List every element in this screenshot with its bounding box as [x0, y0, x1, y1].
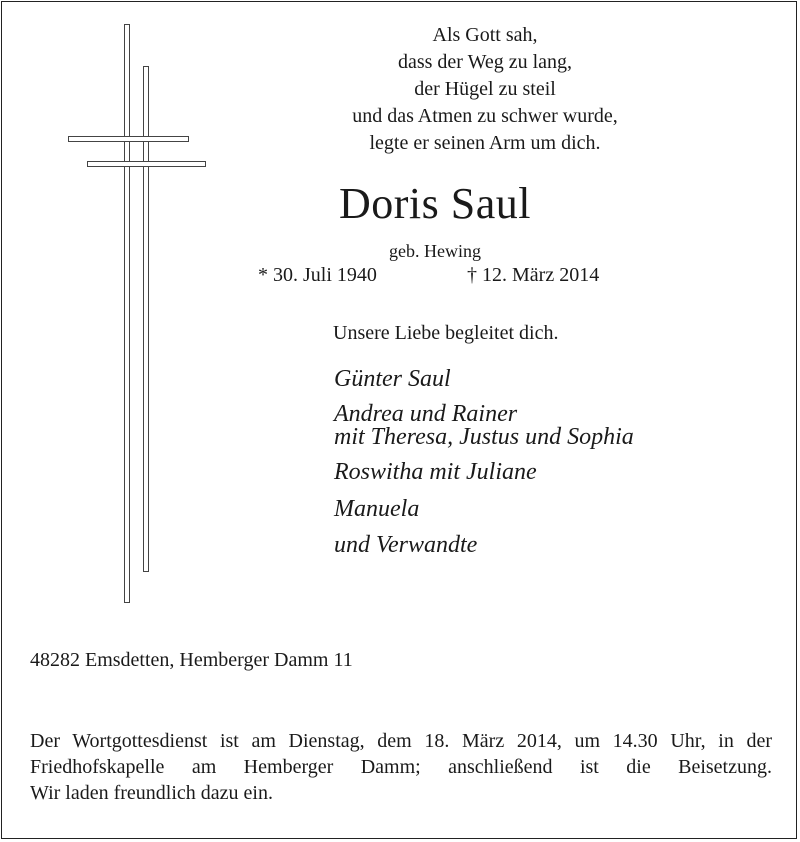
cross-left-vertical — [124, 24, 130, 603]
memorial-poem — [250, 22, 720, 157]
mourner-line: Roswitha mit Juliane — [334, 459, 537, 485]
poem-line: der Hügel zu steil — [414, 78, 556, 100]
deceased-name: Doris Saul — [339, 179, 531, 228]
mourner-line: mit Theresa, Justus und Sophia — [334, 424, 634, 450]
service-line: Friedhofskapelle am Hemberger Damm; anschließend ist die Beisetzung. — [30, 756, 772, 778]
poem-line: dass der Weg zu lang, — [397, 51, 573, 73]
poem-line: Als Gott sah, — [432, 24, 538, 46]
mourners-list — [334, 366, 634, 559]
service-line: Der Wortgottesdienst ist am Dienstag, dem 18. März 2014, um 14.30 Uhr, in der — [30, 730, 772, 752]
birth-date: * 30. Juli 1940 — [258, 264, 377, 286]
poem-line: und das Atmen zu schwer wurde, — [352, 105, 618, 127]
maiden-name: geb. Hewing — [389, 241, 481, 261]
mourner-entry — [334, 496, 634, 523]
service-announcement — [30, 728, 772, 806]
death-date: † 12. März 2014 — [467, 264, 600, 286]
service-line: Wir laden freundlich dazu ein. — [30, 782, 273, 804]
mourner-entry — [334, 403, 634, 449]
mourner-line: Andrea und Rainer — [334, 401, 518, 427]
mourner-entry — [334, 459, 634, 486]
family-address: 48282 Emsdetten, Hemberger Damm 11 — [30, 649, 353, 671]
mourner-entry — [334, 366, 634, 393]
cross-lower-beam — [87, 161, 206, 167]
mourner-entry — [334, 532, 634, 559]
love-line: Unsere Liebe begleitet dich. — [333, 322, 559, 344]
mourner-line: und Verwandte — [334, 532, 478, 558]
poem-line: legte er seinen Arm um dich. — [369, 132, 601, 154]
cross-upper-beam — [68, 136, 189, 142]
mourner-line: Günter Saul — [334, 366, 451, 392]
mourner-line: Manuela — [334, 496, 420, 522]
